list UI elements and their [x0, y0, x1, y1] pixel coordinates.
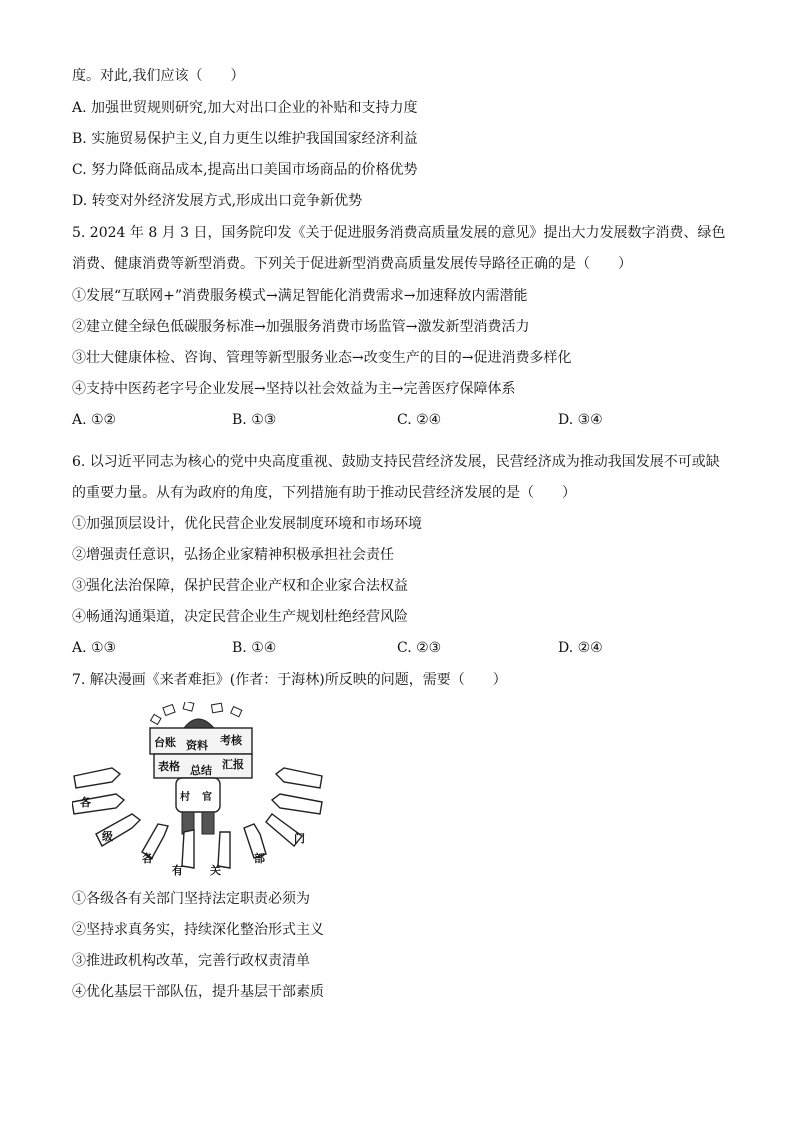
cartoon-word: 各 — [142, 852, 153, 865]
cartoon-illustration — [72, 702, 324, 882]
cartoon-word: 门 — [294, 832, 305, 845]
hand-arm — [276, 768, 322, 788]
flying-paper — [151, 714, 161, 724]
hand-arm — [74, 768, 120, 788]
question-5-stem-line-2: 消费、健康消费等新型消费。下列关于促进新型消费高质量发展传导路径正确的是（ ） — [72, 256, 632, 272]
q5-item-2: ②建立健全绿色低碳服务标准→加强服务消费市场监管→激发新型消费活力 — [72, 319, 530, 335]
q5-option-b: B. ①③ — [232, 412, 277, 428]
person-leg — [202, 812, 214, 834]
q6-item-4: ④畅通沟通渠道，决定民营企业生产规划杜绝经营风险 — [72, 609, 408, 625]
q6-item-1: ①加强顶层设计，优化民营企业发展制度环境和市场环境 — [72, 516, 422, 532]
cartoon-word: 级 — [102, 830, 113, 843]
q4-option-c: C. 努力降低商品成本,提高出口美国市场商品的价格优势 — [72, 162, 418, 178]
question-5-stem-line-1: 5. 2024 年 8 月 3 日，国务院印发《关于促进服务消费高质量发展的意见》提出大力发展数字消费、绿色 — [72, 225, 726, 241]
question-6-stem-line-2: 的重要力量。从有为政府的角度，下列措施有助于推动民营经济发展的是（ ） — [72, 485, 576, 501]
q5-options — [72, 410, 732, 430]
q6-option-b: B. ①④ — [232, 640, 277, 656]
cartoon-word: 村 — [180, 792, 190, 803]
flying-paper — [211, 703, 222, 713]
q5-item-4: ④支持中医药老字号企业发展→坚持以社会效益为主→完善医疗保障体系 — [72, 381, 516, 397]
q6-options — [72, 638, 732, 658]
cartoon-word: 关 — [210, 864, 221, 877]
q7-item-3: ③推进政机构改革，完善行政权责清单 — [72, 953, 310, 969]
question-7-stem: 7. 解决漫画《来者难拒》(作者：于海林)所反映的问题，需要（ ） — [72, 672, 507, 688]
q4-option-d: D. 转变对外经济发展方式,形成出口竞争新优势 — [72, 193, 363, 209]
flying-paper — [231, 707, 242, 717]
cartoon-word: 资料 — [186, 739, 208, 752]
q7-item-4: ④优化基层干部队伍，提升基层干部素质 — [72, 984, 324, 1000]
cartoon-word: 台账 — [154, 736, 176, 749]
head-shape — [184, 719, 214, 728]
hand-arm — [182, 830, 194, 868]
q6-option-d: D. ②④ — [558, 640, 603, 656]
q4-option-a: A. 加强世贸规则研究,加大对出口企业的补贴和支持力度 — [72, 100, 418, 116]
cartoon-word: 考核 — [220, 734, 242, 747]
flying-paper — [183, 702, 194, 711]
q4-option-b: B. 实施贸易保护主义,自力更生以维护我国国家经济利益 — [72, 131, 418, 147]
q6-option-a: A. ①③ — [72, 640, 117, 656]
cartoon-word: 官 — [202, 792, 212, 803]
q7-item-2: ②坚持求真务实，持续深化整治形式主义 — [72, 922, 324, 938]
hand-arm — [272, 794, 322, 814]
cartoon-word: 表格 — [158, 760, 180, 773]
q6-option-c: C. ②③ — [397, 640, 442, 656]
q5-item-3: ③壮大健康体检、咨询、管理等新型服务业态→改变生产的目的→促进消费多样化 — [72, 350, 572, 366]
q6-item-2: ②增强责任意识，弘扬企业家精神积极承担社会责任 — [72, 547, 394, 563]
question-6-stem-line-1: 6. 以习近平同志为核心的党中央高度重视、鼓励支持民营经济发展，民营经济成为推动我国发展不可或缺 — [72, 454, 720, 470]
cartoon-word: 总结 — [190, 764, 212, 777]
q5-option-d: D. ③④ — [558, 412, 603, 428]
cartoon-word: 汇报 — [222, 758, 244, 771]
q6-item-3: ③强化法治保障，保护民营企业产权和企业家合法权益 — [72, 578, 408, 594]
flying-paper — [163, 705, 175, 716]
cartoon-word: 有 — [172, 864, 183, 877]
q5-item-1: ①发展“互联网+”消费服务模式→满足智能化消费需求→加速释放内需潜能 — [72, 288, 528, 304]
question-4-stem-end: 度。对此,我们应该（ ） — [72, 68, 245, 84]
q5-option-a: A. ①② — [72, 412, 117, 428]
hand-arm — [218, 832, 230, 868]
q7-item-1: ①各级各有关部门坚持法定职责必须为 — [72, 891, 310, 907]
q5-option-c: C. ②④ — [397, 412, 442, 428]
cartoon-word: 各 — [80, 796, 91, 809]
cartoon-word: 部 — [254, 852, 265, 865]
